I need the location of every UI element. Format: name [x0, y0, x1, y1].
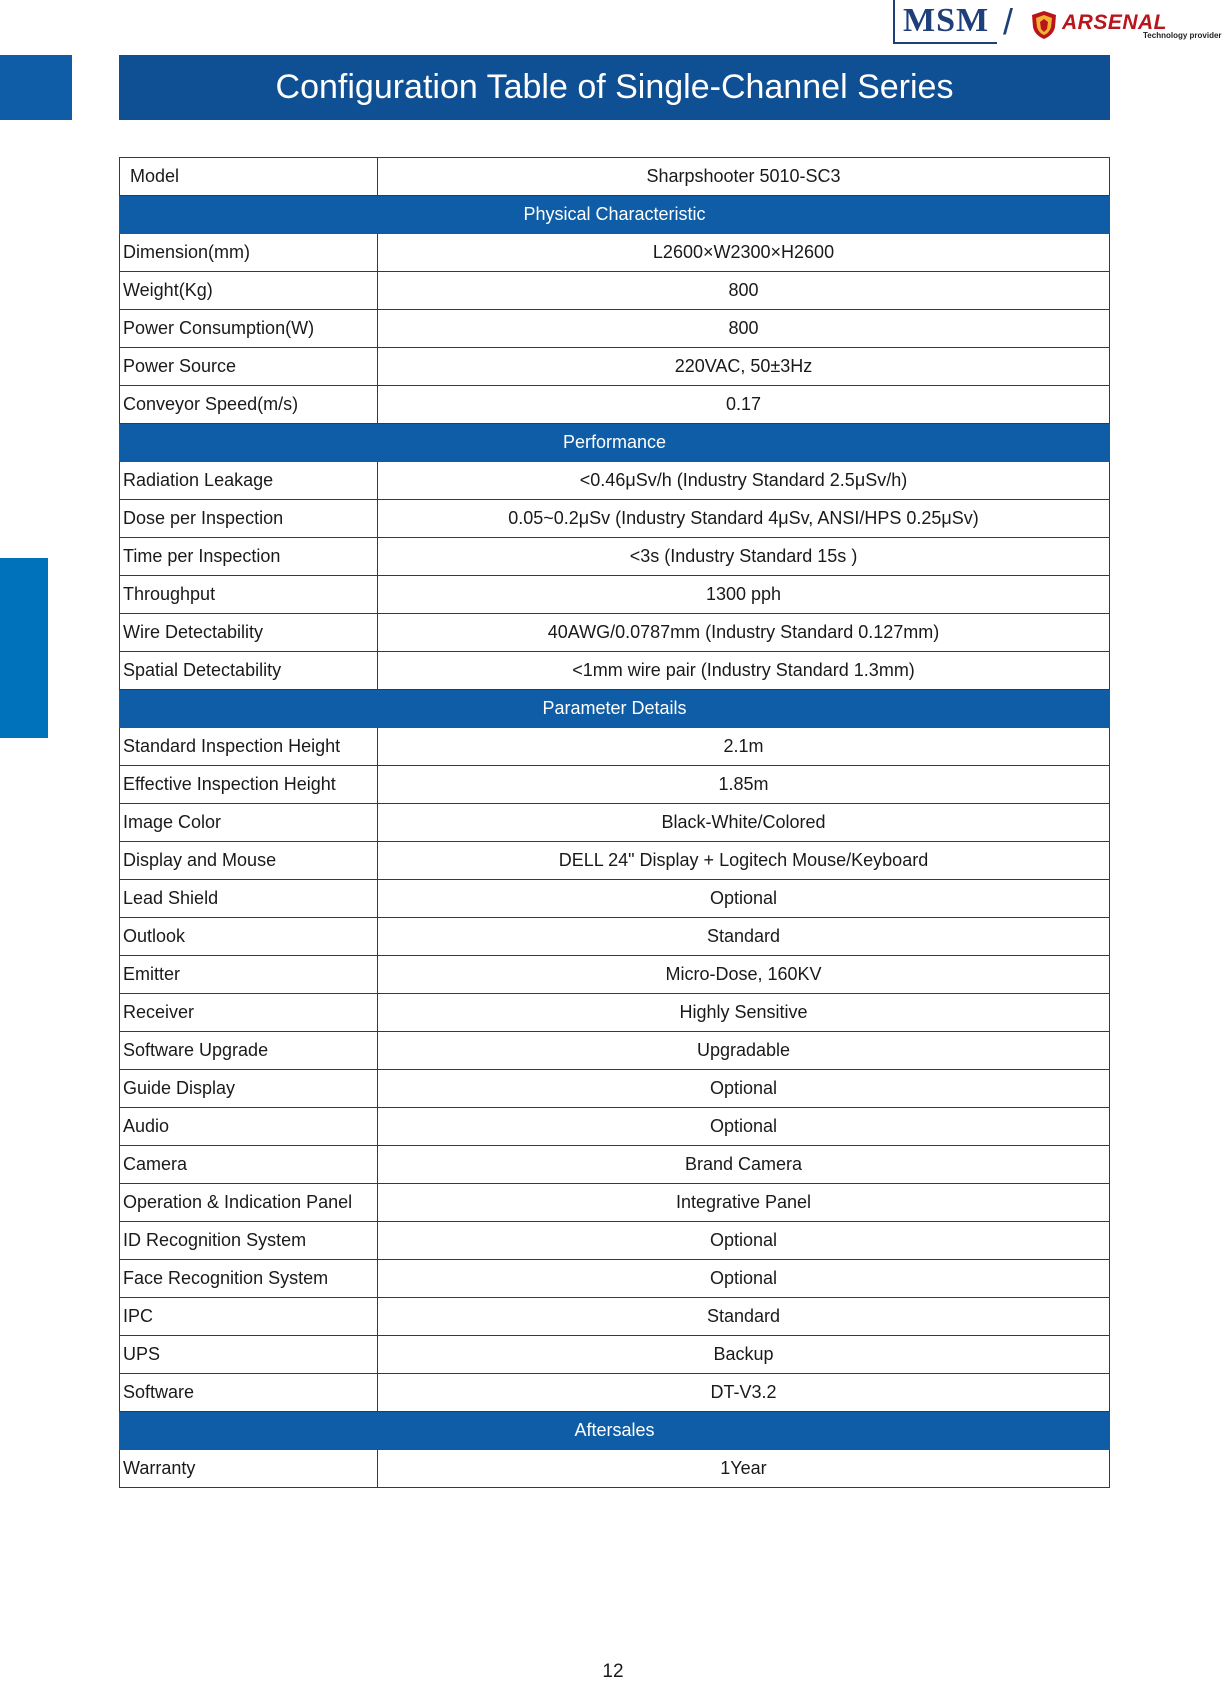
table-row — [120, 1260, 1110, 1298]
section-title: Physical Characteristic — [120, 196, 1110, 234]
page-title: Configuration Table of Single-Channel Series — [119, 55, 1110, 120]
spec-label: Dose per Inspection — [120, 500, 378, 538]
table-row — [120, 614, 1110, 652]
spec-value: 0.05~0.2μSv (Industry Standard 4μSv, ANSI/HPS 0.25μSv) — [378, 500, 1110, 538]
spec-label: Effective Inspection Height — [120, 766, 378, 804]
spec-value: 1Year — [378, 1450, 1110, 1488]
table-row — [120, 1450, 1110, 1488]
spec-label: IPC — [120, 1298, 378, 1336]
table-row — [120, 652, 1110, 690]
spec-label: UPS — [120, 1336, 378, 1374]
spec-value: Optional — [378, 880, 1110, 918]
table-row — [120, 310, 1110, 348]
section-header-physical-characteristic — [120, 196, 1110, 234]
spec-value: Optional — [378, 1222, 1110, 1260]
section-title: Aftersales — [120, 1412, 1110, 1450]
spec-label: Guide Display — [120, 1070, 378, 1108]
spec-label: Conveyor Speed(m/s) — [120, 386, 378, 424]
table-row — [120, 386, 1110, 424]
table-row — [120, 272, 1110, 310]
page-number: 12 — [602, 1661, 624, 1682]
spec-value: L2600×W2300×H2600 — [378, 234, 1110, 272]
table-row — [120, 728, 1110, 766]
spec-label: Wire Detectability — [120, 614, 378, 652]
configuration-table — [119, 157, 1110, 1488]
spec-label: Audio — [120, 1108, 378, 1146]
side-accent-top — [0, 55, 72, 120]
model-label: Model — [120, 158, 378, 196]
spec-label: Dimension(mm) — [120, 234, 378, 272]
spec-label: Weight(Kg) — [120, 272, 378, 310]
spec-value: DELL 24" Display + Logitech Mouse/Keyboard — [378, 842, 1110, 880]
table-row — [120, 1108, 1110, 1146]
spec-value: <3s (Industry Standard 15s ) — [378, 538, 1110, 576]
spec-label: Operation & Indication Panel — [120, 1184, 378, 1222]
spec-label: Spatial Detectability — [120, 652, 378, 690]
spec-value: Micro-Dose, 160KV — [378, 956, 1110, 994]
spec-label: Software — [120, 1374, 378, 1412]
spec-value: 1300 pph — [378, 576, 1110, 614]
spec-value: 0.17 — [378, 386, 1110, 424]
table-row — [120, 538, 1110, 576]
table-row — [120, 804, 1110, 842]
spec-label: Emitter — [120, 956, 378, 994]
spec-value: Upgradable — [378, 1032, 1110, 1070]
spec-label: Standard Inspection Height — [120, 728, 378, 766]
spec-value: Backup — [378, 1336, 1110, 1374]
table-row — [120, 956, 1110, 994]
table-row — [120, 348, 1110, 386]
spec-value: Integrative Panel — [378, 1184, 1110, 1222]
spec-value: Brand Camera — [378, 1146, 1110, 1184]
table-row — [120, 576, 1110, 614]
table-row — [120, 1374, 1110, 1412]
spec-label: Face Recognition System — [120, 1260, 378, 1298]
table-row — [120, 880, 1110, 918]
section-title: Parameter Details — [120, 690, 1110, 728]
arsenal-shield-icon — [1030, 10, 1058, 40]
spec-value: 800 — [378, 272, 1110, 310]
table-row — [120, 1032, 1110, 1070]
spec-label: Outlook — [120, 918, 378, 956]
section-header-aftersales — [120, 1412, 1110, 1450]
spec-label: Radiation Leakage — [120, 462, 378, 500]
table-row — [120, 766, 1110, 804]
spec-label: ID Recognition System — [120, 1222, 378, 1260]
section-title: Performance — [120, 424, 1110, 462]
spec-label: Lead Shield — [120, 880, 378, 918]
spec-value: DT-V3.2 — [378, 1374, 1110, 1412]
side-accent-middle — [0, 558, 48, 738]
spec-label: Receiver — [120, 994, 378, 1032]
spec-value: <0.46μSv/h (Industry Standard 2.5μSv/h) — [378, 462, 1110, 500]
table-row — [120, 842, 1110, 880]
spec-value: Black-White/Colored — [378, 804, 1110, 842]
spec-value: Optional — [378, 1070, 1110, 1108]
spec-value: 1.85m — [378, 766, 1110, 804]
logo-separator: / — [1003, 1, 1014, 42]
arsenal-logo: ARSENAL — [1062, 11, 1168, 34]
spec-label: Image Color — [120, 804, 378, 842]
spec-label: Warranty — [120, 1450, 378, 1488]
spec-value: 800 — [378, 310, 1110, 348]
spec-label: Display and Mouse — [120, 842, 378, 880]
configuration-table-body — [120, 158, 1110, 1488]
spec-label: Throughput — [120, 576, 378, 614]
spec-label: Time per Inspection — [120, 538, 378, 576]
table-row — [120, 234, 1110, 272]
spec-value: 220VAC, 50±3Hz — [378, 348, 1110, 386]
table-row — [120, 1298, 1110, 1336]
spec-value: Optional — [378, 1108, 1110, 1146]
table-row — [120, 1336, 1110, 1374]
table-row — [120, 1184, 1110, 1222]
table-row — [120, 462, 1110, 500]
spec-value: Highly Sensitive — [378, 994, 1110, 1032]
brand-logos — [893, 0, 1226, 46]
table-row — [120, 918, 1110, 956]
spec-value: 40AWG/0.0787mm (Industry Standard 0.127mm) — [378, 614, 1110, 652]
spec-value: 2.1m — [378, 728, 1110, 766]
spec-label: Power Consumption(W) — [120, 310, 378, 348]
model-row — [120, 158, 1110, 196]
table-row — [120, 500, 1110, 538]
logo-tagline: Technology provider — [1143, 31, 1222, 40]
spec-label: Software Upgrade — [120, 1032, 378, 1070]
table-row — [120, 1222, 1110, 1260]
spec-value: Optional — [378, 1260, 1110, 1298]
spec-value: Standard — [378, 918, 1110, 956]
spec-value: Standard — [378, 1298, 1110, 1336]
section-header-parameter-details — [120, 690, 1110, 728]
table-row — [120, 1070, 1110, 1108]
model-value: Sharpshooter 5010-SC3 — [378, 158, 1110, 196]
spec-value: <1mm wire pair (Industry Standard 1.3mm) — [378, 652, 1110, 690]
table-row — [120, 1146, 1110, 1184]
spec-label: Camera — [120, 1146, 378, 1184]
spec-label: Power Source — [120, 348, 378, 386]
section-header-performance — [120, 424, 1110, 462]
msm-logo: MSM — [893, 0, 997, 44]
table-row — [120, 994, 1110, 1032]
